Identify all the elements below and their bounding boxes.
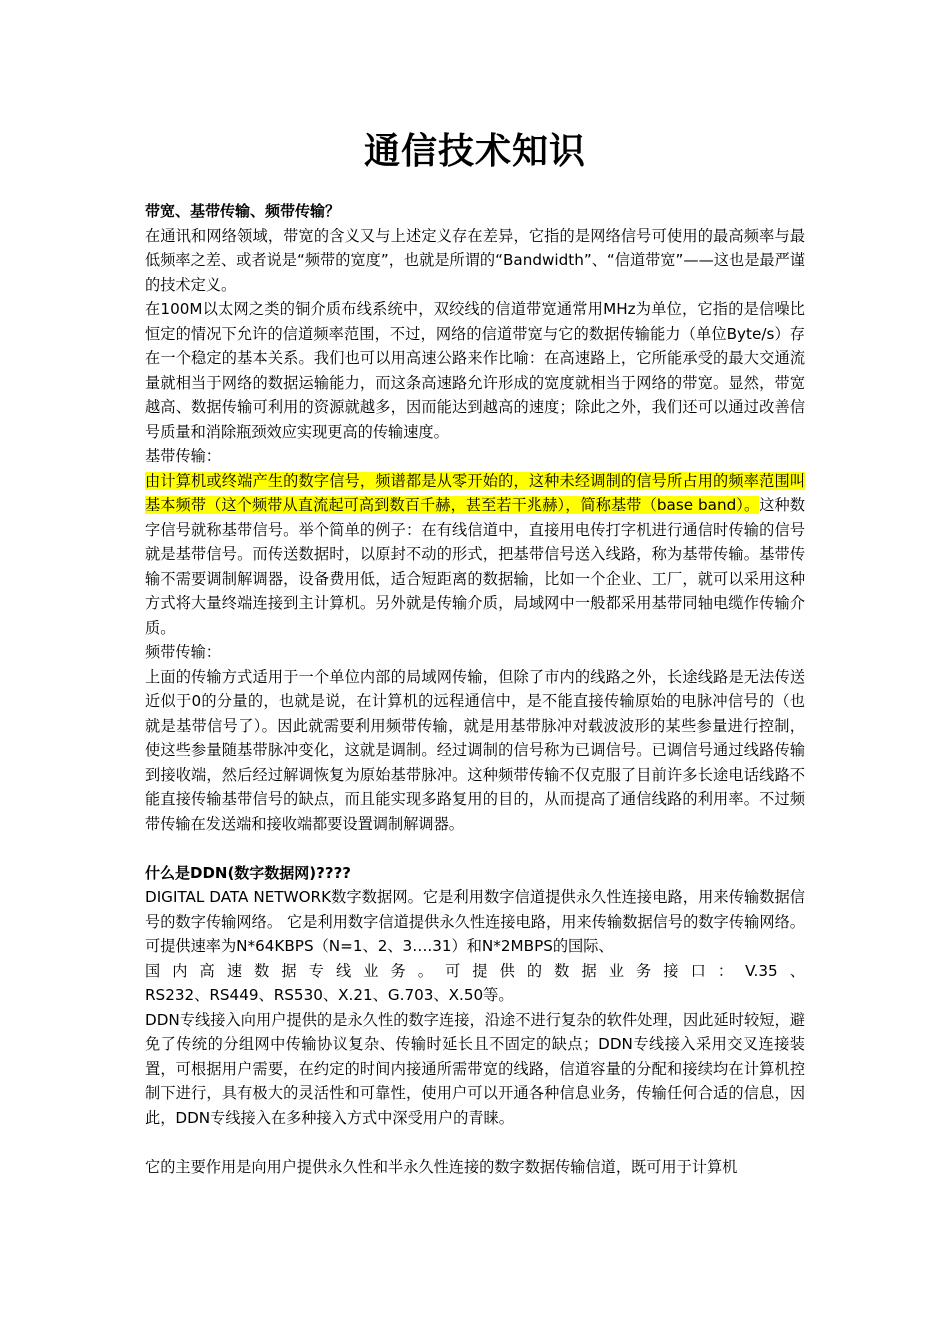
paragraph-bandwidth-definition: 在通讯和网络领域，带宽的含义又与上述定义存在差异，它指的是网络信号可使用的最高频率与最低频率之差、或者说是“频带的宽度”，也就是所谓的“Bandwidth”、“信道带宽”——这也是最严谨的技术定义。 <box>145 226 805 294</box>
spacer <box>145 836 805 861</box>
baseband-explanation: 这种数字信号就称基带信号。举个简单的例子：在有线信道中，直接用电传打字机进行通信时传输的信号就是基带信号。而传送数据时，以原封不动的形式，把基带信号送入线路，称为基带传输。基带传输不需要调制解调器，设备费用低，适合短距离的数据输，比如一个企业、工厂，就可以采用这种方式将大量终端连接到主计算机。另外就是传输介质，局域网中一般都采用基带同轴电缆作传输介质。 <box>145 496 806 637</box>
section-heading-ddn: 什么是DDN(数字数据网)???? <box>145 863 351 882</box>
paragraph-ddn-access: DDN专线接入向用户提供的是永久性的数字连接，沿途不进行复杂的软件处理，因此延时较短，避免了传统的分组网中传输协议复杂、传输时延长且不固定的缺点；DDN专线接入采用交叉连接装置，可根据用户需要，在约定的时间内接通所需带宽的线路，信道容量的分配和接续均在计算机控制下进行，具有极大的灵活性和可靠性，使用户可以开通各种信息业务，传输任何合适的信息，因此，DDN专线接入在多种接入方式中深受用户的青睐。 <box>145 1010 805 1127</box>
label-baseband: 基带传输： <box>145 447 221 465</box>
highlighted-baseband-definition: 由计算机或终端产生的数字信号，频谱都是从零开始的，这种未经调制的信号所占用的频率范围叫基本频带（这个频带从直流起可高到数百千赫，甚至若干兆赫），简称基带（base band）。 <box>145 471 805 514</box>
paragraph-ethernet-bandwidth: 在100M以太网之类的铜介质布线系统中，双绞线的信道带宽通常用MHz为单位，它指的是信噪比恒定的情况下允许的信道频率范围，不过，网络的信道带宽与它的数据传输能力（单位Byte/s）存在一个稳定的基本关系。我们也可以用高速公路来作比喻：在高速路上，它所能承受的最大交通流量就相当于网络的数据运输能力，而这条高速路允许形成的宽度就相当于网络的带宽。显然，带宽越高、数据传输可利用的资源就越多，因而能达到越高的速度；除此之外，我们还可以通过改善信号质量和消除瓶颈效应实现更高的传输速度。 <box>145 300 805 441</box>
document-title: 通信技术知识 <box>363 130 586 172</box>
paragraph-ddn-lead: DIGITAL DATA NETWORK数字数据网。它是利用数字信道提供永久性连接电路，用来传输数据信号的数字传输网络。 它是利用数字信道提供永久性连接电路，用来传输数据信号的数字传输网络。 可提供速率为N*64KBPS（N=1、2、3….31）和N*2MBPS的国际、 <box>145 888 805 955</box>
label-bandpass: 频带传输： <box>145 643 221 661</box>
paragraph-ddn-purpose: 它的主要作用是向用户提供永久性和半永久性连接的数字数据传输信道，既可用于计算机 <box>145 1157 738 1176</box>
paragraph-ddn-spaced-line: 国内高速数据专线业务。可提供的数据业务接口：V.35、 <box>145 961 805 980</box>
paragraph-ddn-interfaces: RS232、RS449、RS530、X.21、G.703、X.50等。 <box>145 986 514 1004</box>
paragraph-baseband <box>145 469 805 641</box>
spacer <box>145 1130 805 1155</box>
section-heading-bandwidth: 带宽、基带传输、频带传输？ <box>145 202 341 220</box>
paragraph-bandpass: 上面的传输方式适用于一个单位内部的局域网传输，但除了市内的线路之外，长途线路是无法传送近似于0的分量的，也就是说，在计算机的远程通信中，是不能直接传输原始的电脉冲信号的（也就是基带信号了）。因此就需要利用频带传输，就是用基带脉冲对载波波形的某些参量进行控制，使这些参量随基带脉冲变化，这就是调制。经过调制的信号称为已调信号。已调信号通过线路传输到接收端，然后经过解调恢复为原始基带脉冲。这种频带传输不仅克服了目前许多长途电话线路不能直接传输基带信号的缺点，而且能实现多路复用的目的，从而提高了通信线路的利用率。不过频带传输在发送端和接收端都要设置调制解调器。 <box>145 667 805 833</box>
